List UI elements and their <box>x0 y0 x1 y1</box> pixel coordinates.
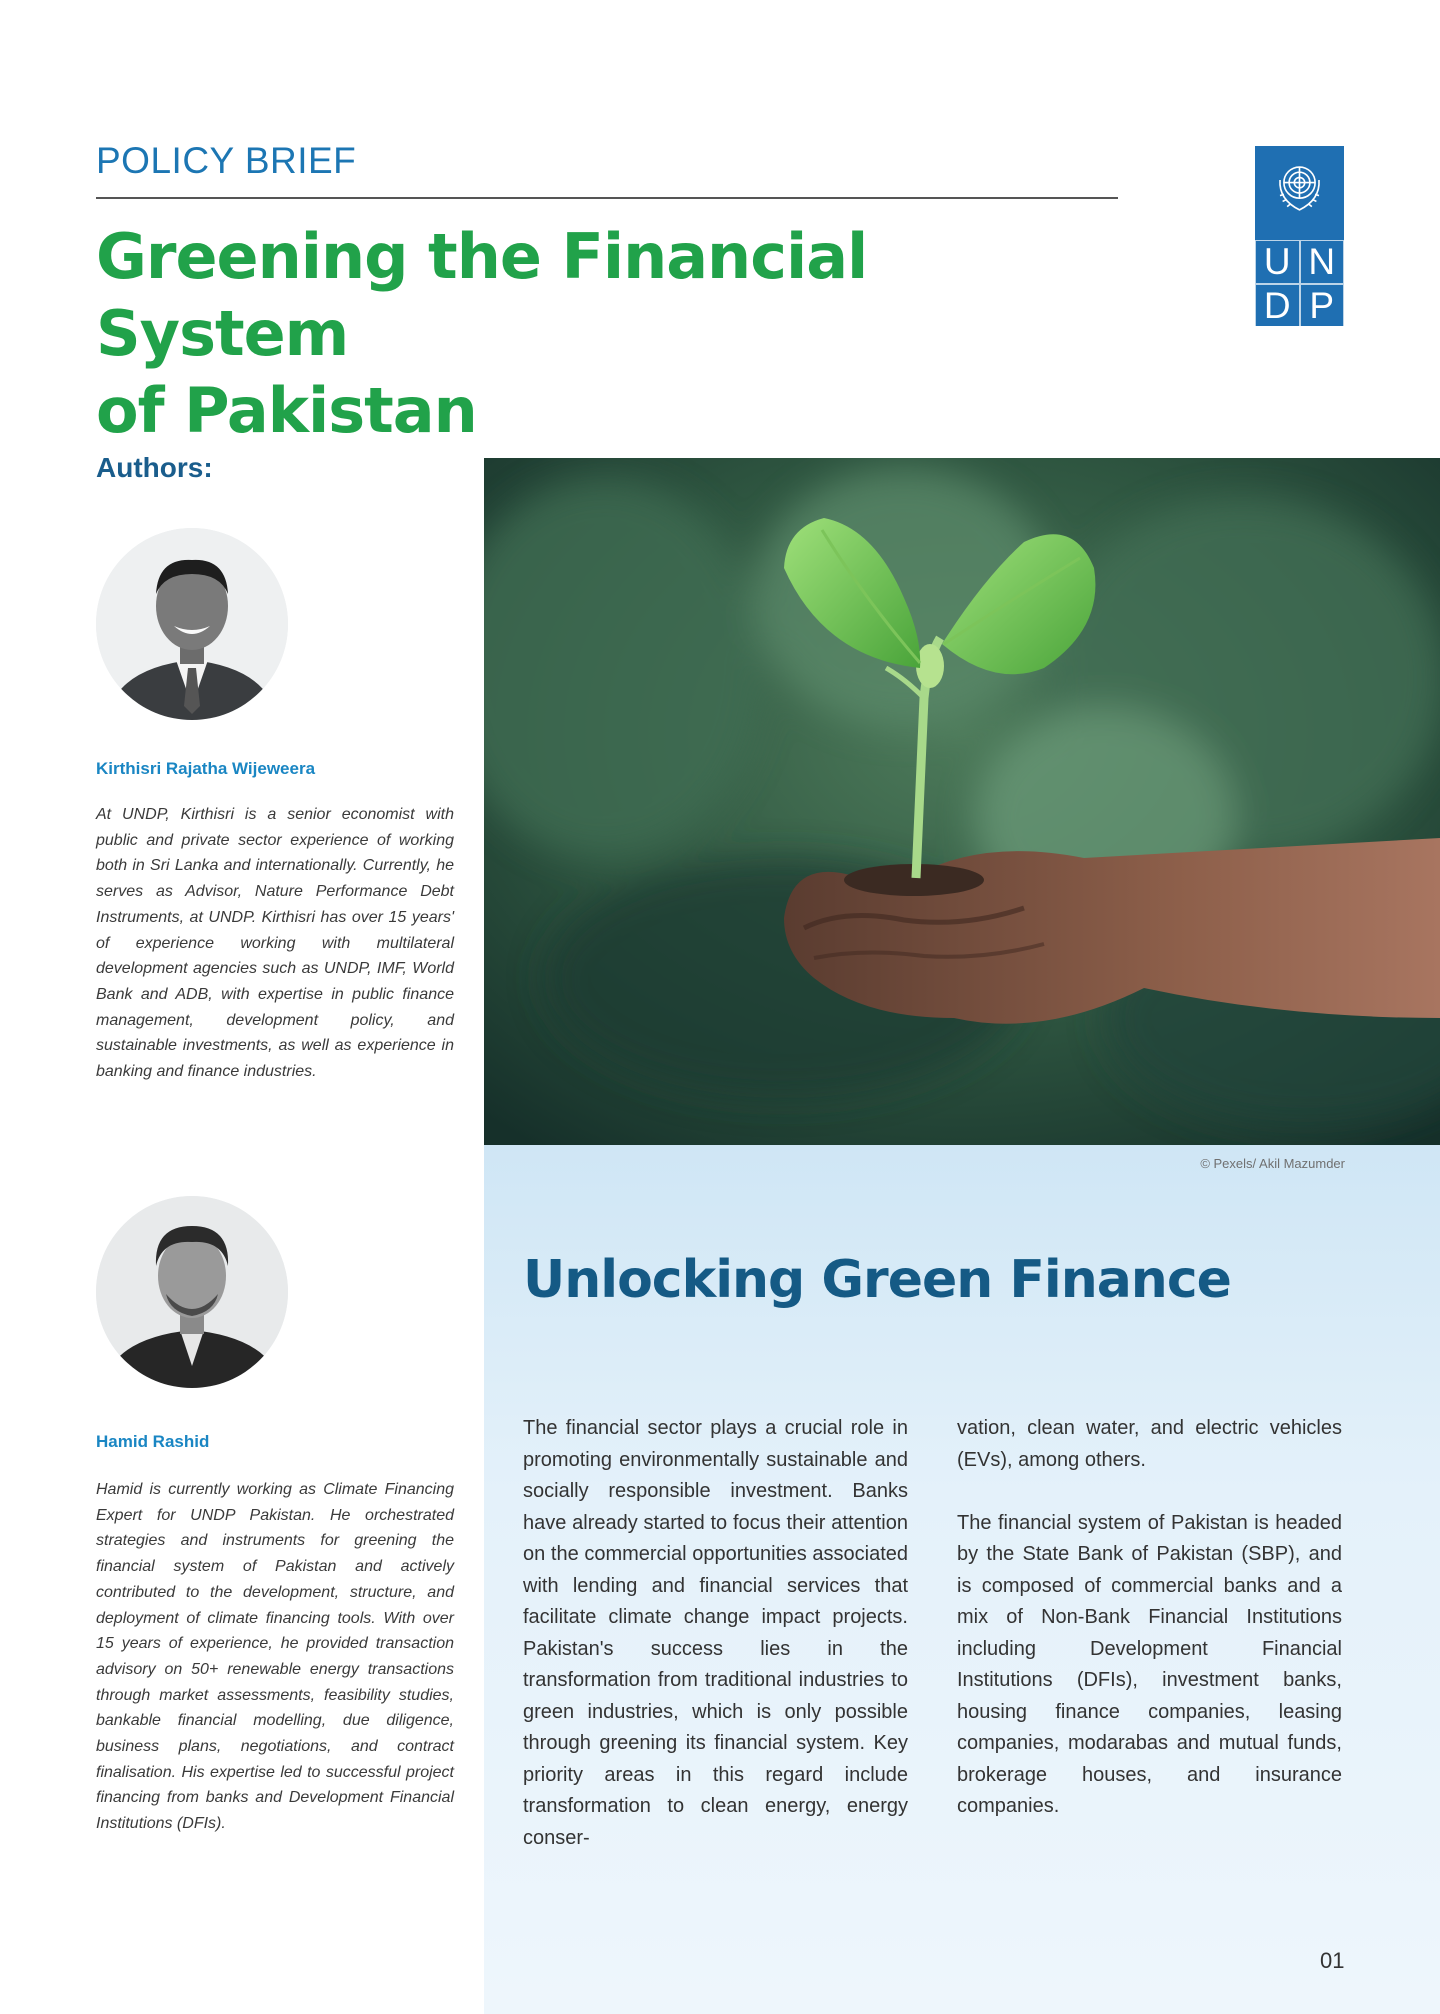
hero-photo <box>484 458 1440 1145</box>
body-paragraph: vation, clean water, and electric vehicles (EVs), among others. <box>957 1417 1342 1471</box>
author-2-portrait <box>96 1196 288 1388</box>
logo-letter-u: U <box>1255 240 1300 284</box>
logo-letter-d: D <box>1255 284 1300 328</box>
authors-heading: Authors: <box>96 452 213 483</box>
portrait-photo-icon <box>96 528 288 720</box>
page-title <box>96 218 1136 449</box>
body-paragraph: The financial sector plays a crucial role in promoting environmentally sustainable and socially responsible investment. Banks have already started to focus their attention on the commercial opportunities associated with lending and financial services that facilitate climate change impact projects. Pakistan's success lies in the transformation from traditional industries to green industries, which is only possible through greening its financial system. Key priority areas in this regard include transformation to clean energy, energy conser- <box>523 1417 908 1849</box>
body-column-1 <box>523 1413 908 1854</box>
undp-letters <box>1255 240 1344 326</box>
undp-logo <box>1255 146 1344 326</box>
photo-credit: © Pexels/ Akil Mazumder <box>1200 1156 1345 1171</box>
logo-letter-p: P <box>1300 284 1345 328</box>
page-title-line-1: Greening the Financial System <box>96 220 868 370</box>
seedling-in-hand-photo-icon <box>484 458 1440 1145</box>
policy-brief-label: POLICY BRIEF <box>96 140 357 181</box>
section-title: Unlocking Green Finance <box>523 1250 1231 1310</box>
page-number: 01 <box>1320 1948 1345 1973</box>
portrait-photo-icon <box>96 1196 288 1388</box>
author-1-portrait <box>96 528 288 720</box>
un-emblem-icon <box>1267 154 1332 219</box>
author-2-bio: Hamid is currently working as Climate Financing Expert for UNDP Pakistan. He orchestrated strategies and instruments for greening the financial system of Pakistan and actively contributed to the development, structure, and deployment of climate financing tools. With over 15 years of experience, he provided transaction advisory on 50+ renewable energy transactions through market assessments, feasibility studies, bankable financial modelling, due diligence, business plans, negotiations, and contract finalisation. His expertise led to successful project financing from banks and Development Financial Institutions (DFIs). <box>96 1481 454 1833</box>
author-1-name: Kirthisri Rajatha Wijeweera <box>96 759 316 778</box>
author-2-name: Hamid Rashid <box>96 1432 210 1451</box>
page-title-line-2: of Pakistan <box>96 374 477 447</box>
header-rule <box>96 197 1118 199</box>
body-column-2 <box>957 1413 1342 1823</box>
body-paragraph: The financial system of Pakistan is headed by the State Bank of Pakistan (SBP), and is composed of commercial banks and a mix of Non-Bank Financial Institutions including Development Financial Institutions (DFIs), investment banks, housing finance companies, leasing companies, modarabas and mutual funds, brokerage houses, and insurance companies. <box>957 1511 1342 1817</box>
author-1-bio: At UNDP, Kirthisri is a senior economist with public and private sector experience of working both in Sri Lanka and internationally. Currently, he serves as Advisor, Nature Performance Debt Instruments, at UNDP. Kirthisri has over 15 years' of experience working with multilateral development agencies such as UNDP, IMF, World Bank and ADB, with expertise in public finance management, development policy, and sustainable investments, as well as experience in banking and finance industries. <box>96 806 454 1081</box>
logo-letter-n: N <box>1300 240 1345 284</box>
